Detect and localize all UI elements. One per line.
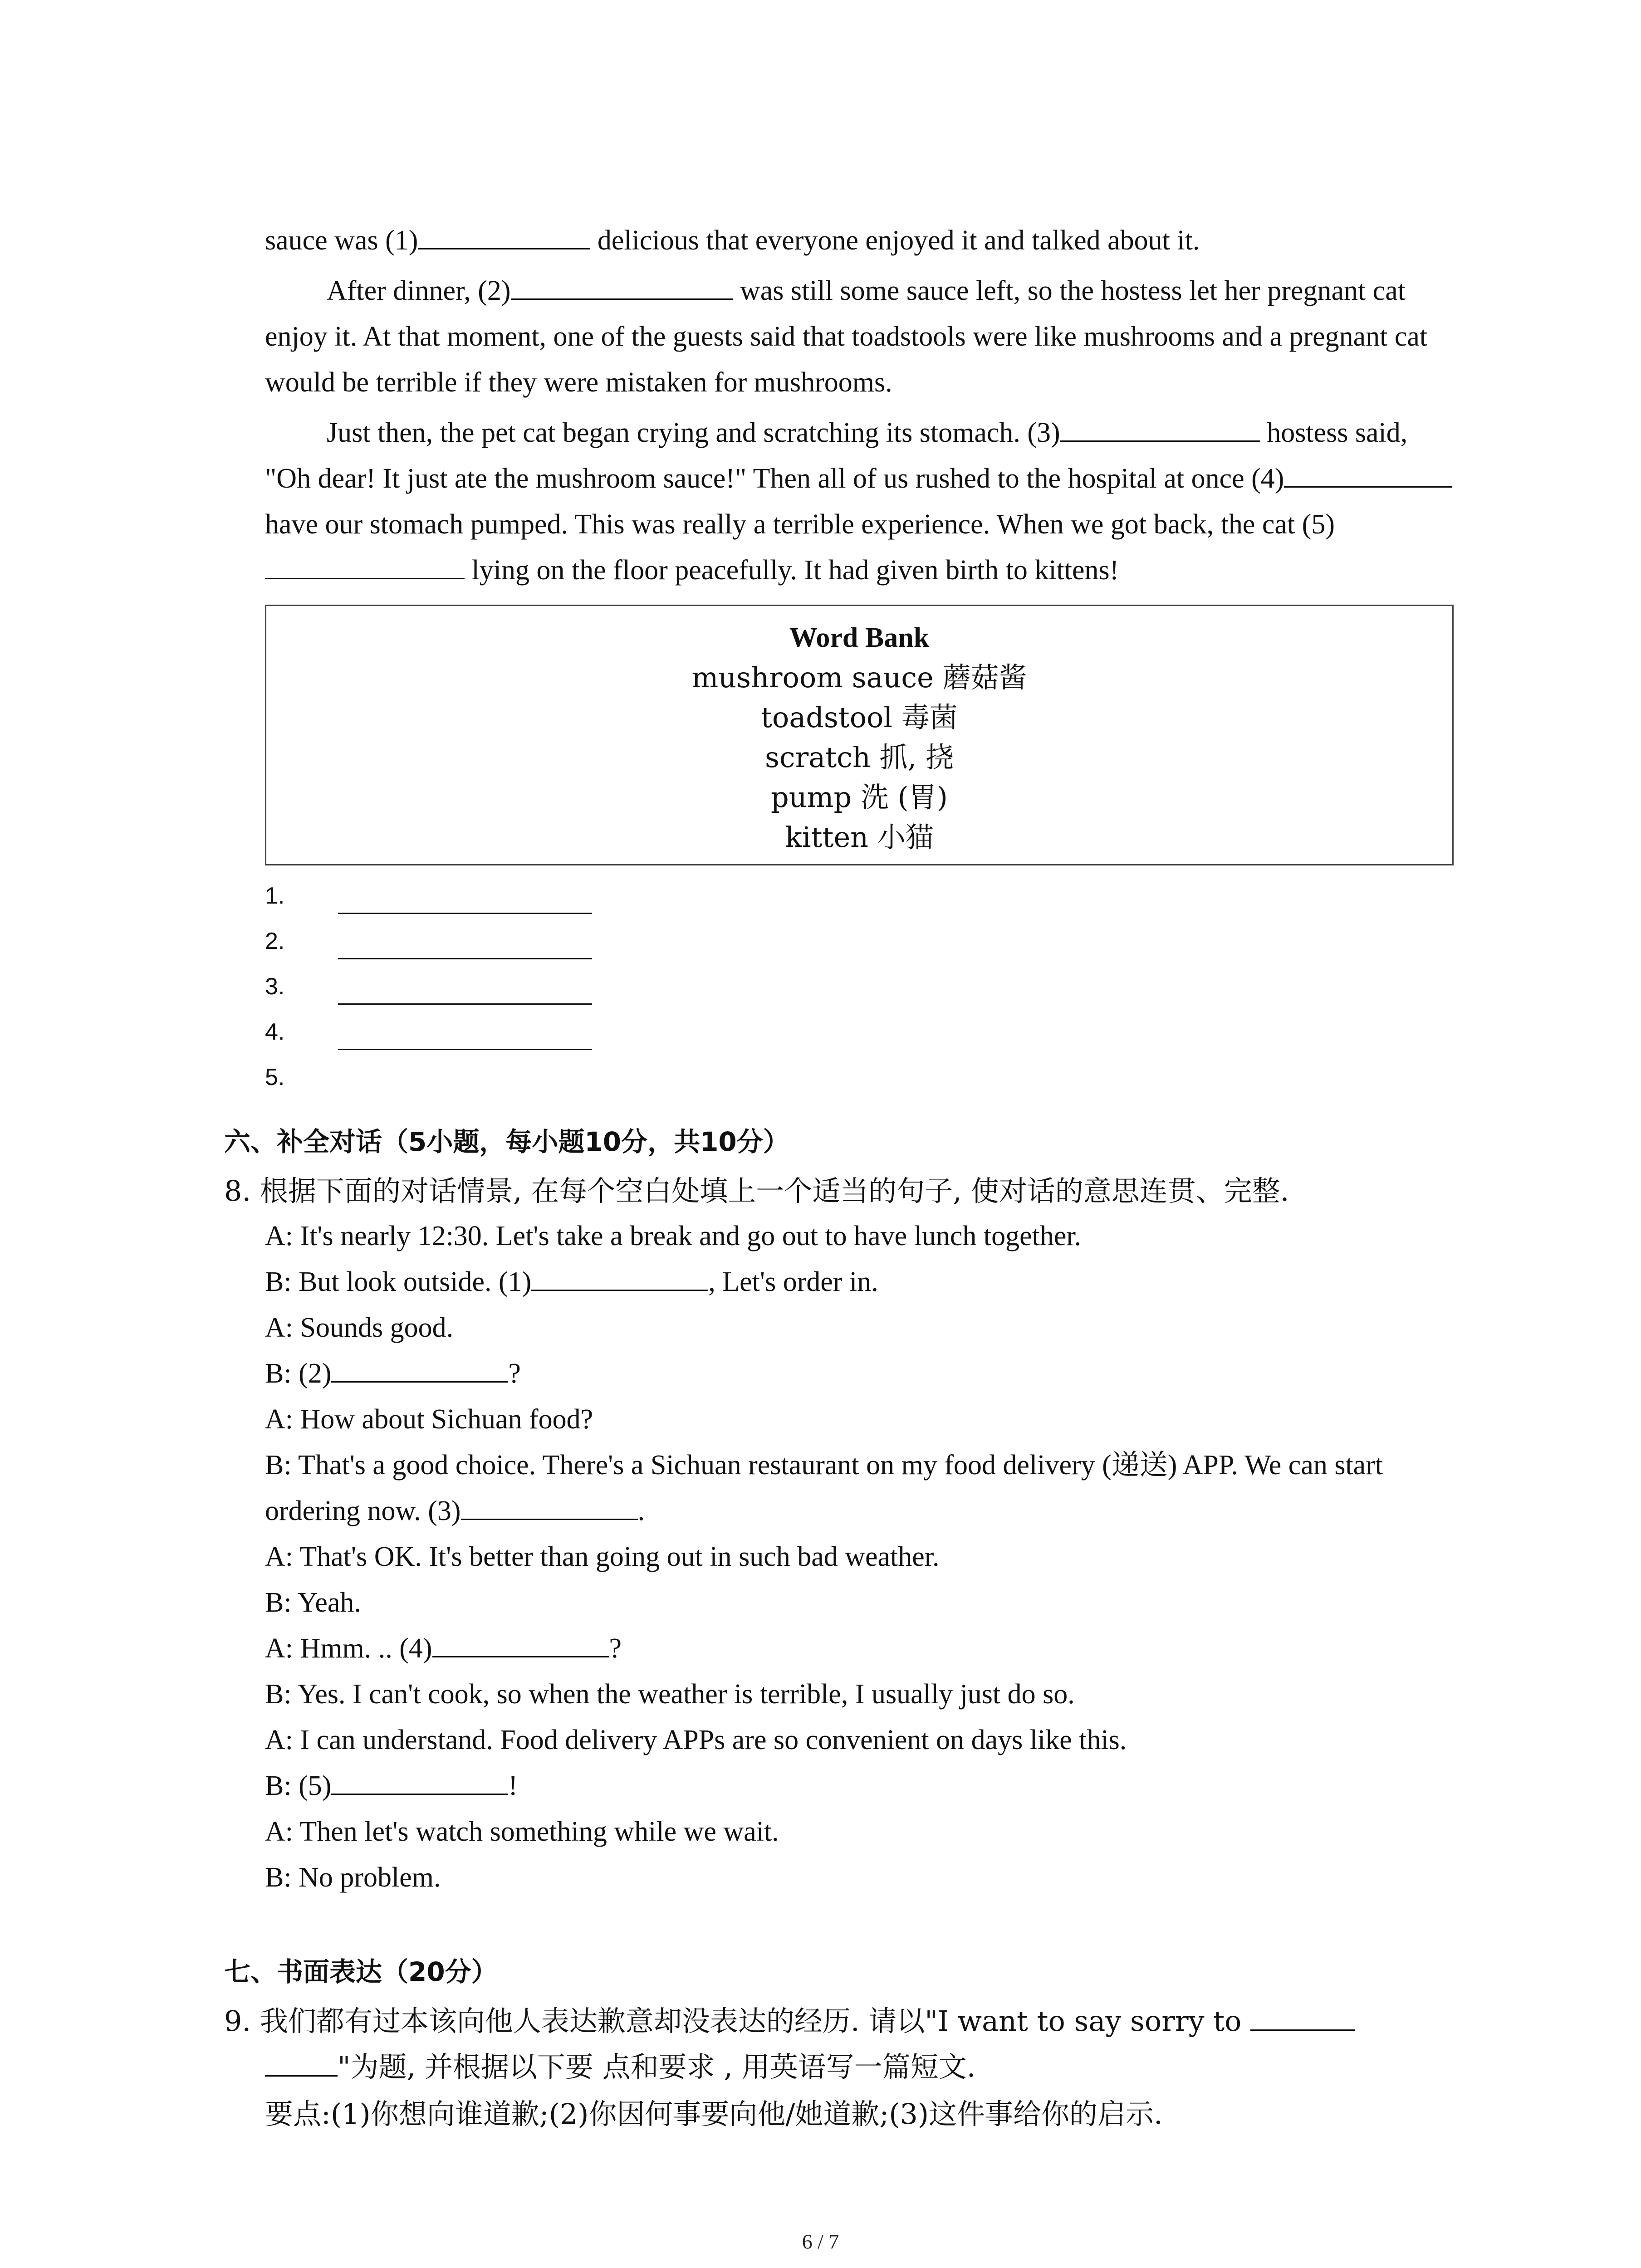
dialog-blank-5[interactable] <box>331 1767 508 1795</box>
dialog-blank-2[interactable] <box>331 1355 508 1383</box>
answer-line-1[interactable] <box>338 913 592 914</box>
section-heading-6: 六、补全对话（5小题，每小题10分，共10分） <box>224 1126 789 1157</box>
blank-2[interactable] <box>511 272 733 300</box>
dialog-line: A: Sounds good. <box>265 1312 454 1343</box>
title-blank[interactable] <box>1250 2003 1355 2031</box>
answer-label-2: 2. <box>265 928 285 954</box>
word-bank-title: Word Bank <box>789 622 930 653</box>
word-bank-item: kitten 小猫 <box>785 821 934 854</box>
blank-1[interactable] <box>418 222 590 249</box>
dialog-blank-4[interactable] <box>432 1630 609 1657</box>
blank-3[interactable] <box>1060 414 1260 442</box>
passage <box>265 218 1454 593</box>
question-9: 9. 我们都有过本该向他人表达歉意却没表达的经历. 请以"I want to say sorry to "为题, 并根据以下要 点和要求 , 用英语写一篇短文. <box>224 1998 1458 2090</box>
dialog-line: A: Hmm. .. (4) ? <box>265 1626 1454 1672</box>
dialog-line: A: I can understand. Food delivery APPs are so convenient on days like this. <box>265 1725 1127 1755</box>
word-bank-item: mushroom sauce 蘑菇酱 <box>691 661 1027 694</box>
answer-line-4[interactable] <box>338 1049 592 1050</box>
dialog-line: B: That's a good choice. There's a Sichuan restaurant on my food delivery (递送) APP. We can start ordering now. (3) . <box>265 1450 1383 1526</box>
blank-4[interactable] <box>1284 460 1452 488</box>
dialog-line: A: It's nearly 12:30. Let's take a break and go out to have lunch together. <box>265 1221 1082 1251</box>
title-blank-cont[interactable] <box>265 2049 338 2077</box>
dialog-line: B: Yeah. <box>265 1587 361 1618</box>
answer-label-5: 5. <box>265 1064 285 1090</box>
dialog-line: B: But look outside. (1) , Let's order in. <box>265 1259 1454 1305</box>
blank-5[interactable] <box>265 552 465 579</box>
dialog-line: A: Then let's watch something while we wait. <box>265 1816 779 1847</box>
passage-p3: Just then, the pet cat began crying and scratching its stomach. (3) hostess said, "Oh dear! It just ate the mushroom sauce!" Then all of us rushed to the hospital at once (4) have our stomach pumped. This was really a terrible experience. When we got back, the cat (5) lying on the floor peacefully. It had given birth to kittens! <box>265 410 1454 593</box>
dialogue <box>265 1213 1454 1901</box>
answer-label-4: 4. <box>265 1019 285 1045</box>
section-heading-7: 七、书面表达（20分） <box>224 1956 498 1987</box>
passage-p2: After dinner, (2) was still some sauce left, so the hostess let her pregnant cat enjoy it. At that moment, one of the guests said that toadstools were like mushrooms and a pregnant cat would be terrible if they were mistaken for mushrooms. <box>265 268 1454 406</box>
dialog-line: B: Yes. I can't cook, so when the weather is terrible, I usually just do so. <box>265 1679 1075 1710</box>
dialog-line: B: (5) ! <box>265 1763 1454 1809</box>
dialog-blank-3[interactable] <box>461 1492 638 1520</box>
word-bank-item: toadstool 毒菌 <box>761 701 958 734</box>
answer-label-1: 1. <box>265 883 285 909</box>
answer-line-3[interactable] <box>338 1003 592 1005</box>
page-number: 6 / 7 <box>802 2230 839 2253</box>
dialog-line: A: How about Sichuan food? <box>265 1404 593 1435</box>
word-bank-item: pump 洗 (胃) <box>771 781 948 814</box>
dialog-line: A: That's OK. It's better than going out in such bad weather. <box>265 1541 940 1572</box>
dialog-blank-1[interactable] <box>531 1263 708 1291</box>
word-bank-item: scratch 抓, 挠 <box>765 741 954 774</box>
question-8: 8. 根据下面的对话情景, 在每个空白处填上一个适当的句子, 使对话的意思连贯、完整. <box>224 1174 1289 1207</box>
dialog-line: B: No problem. <box>265 1862 441 1893</box>
answer-line-2[interactable] <box>338 958 592 959</box>
word-bank <box>265 605 1454 865</box>
passage-p1: sauce was (1) delicious that everyone enjoyed it and talked about it. <box>265 218 1454 264</box>
writing-points: 要点:(1)你想向谁道歉;(2)你因何事要向他/她道歉;(3)这件事给你的启示. <box>265 2097 1163 2131</box>
answer-label-3: 3. <box>265 973 285 1000</box>
dialog-line: B: (2) ? <box>265 1351 1454 1397</box>
